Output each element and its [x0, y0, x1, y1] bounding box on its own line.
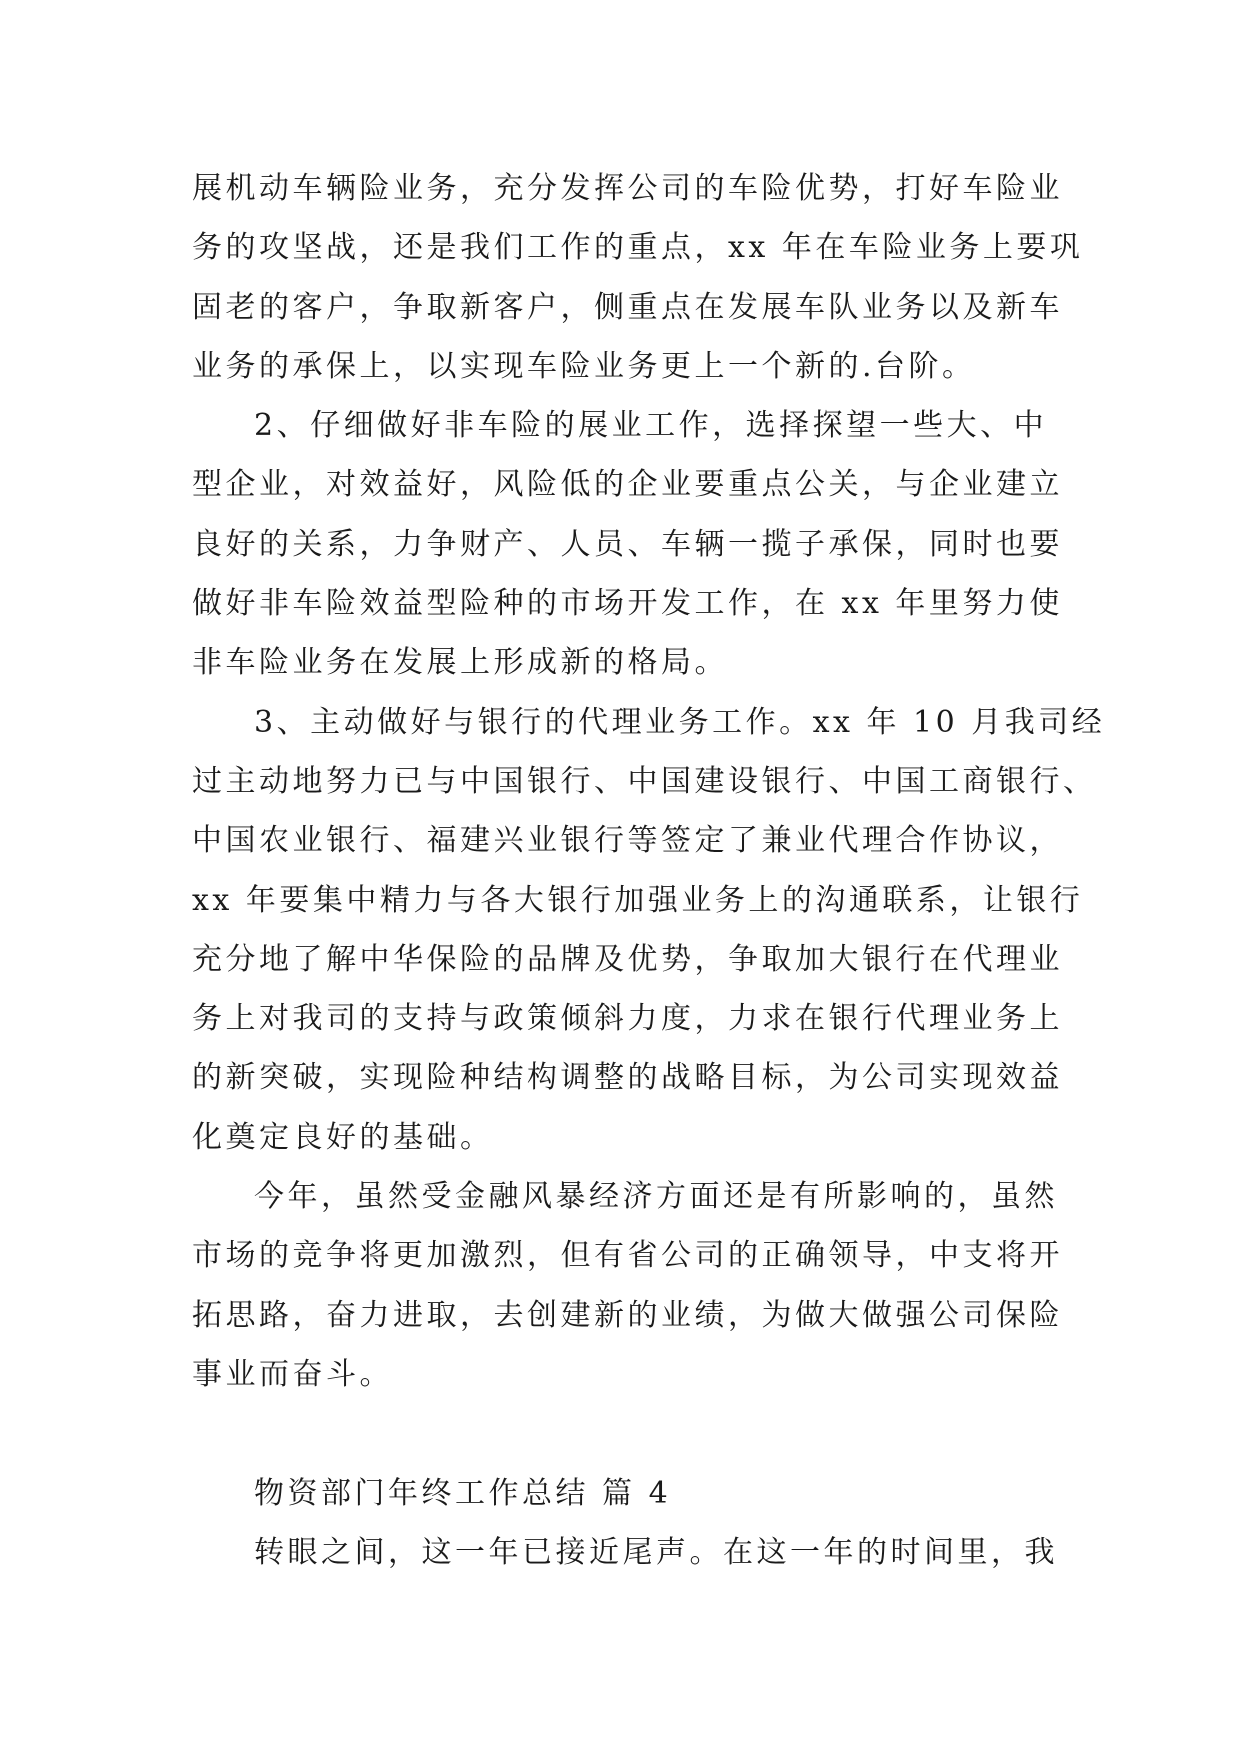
text-line: 市场的竞争将更加激烈，但有省公司的正确领导，中支将开 — [192, 1238, 1063, 1274]
paragraph-item-2 — [192, 396, 1062, 692]
text-line: 良好的关系，力争财产、人员、车辆一揽子承保，同时也要 — [192, 526, 1063, 562]
text-line: 中国农业银行、福建兴业银行等签定了兼业代理合作协议， — [192, 823, 1063, 859]
text-line: 固老的客户，争取新客户，侧重点在发展车队业务以及新车 — [192, 289, 1063, 325]
text-line: 业务的承保上，以实现车险业务更上一个新的.台阶。 — [192, 348, 976, 384]
text-line: 化奠定良好的基础。 — [192, 1119, 494, 1155]
text-line: 的新突破，实现险种结构调整的战略目标，为公司实现效益 — [192, 1060, 1063, 1096]
text-line: 过主动地努力已与中国银行、中国建设银行、中国工商银行、 — [192, 763, 1097, 799]
text-line: 务上对我司的支持与政策倾斜力度，力求在银行代理业务上 — [192, 1001, 1063, 1037]
text-line: 3、主动做好与银行的代理业务工作。xx 年 10 月我司经 — [254, 704, 1106, 740]
text-line: 非车险业务在发展上形成新的格局。 — [192, 645, 728, 681]
paragraph-item-3 — [192, 693, 1106, 1167]
text-line: 转眼之间，这一年已接近尾声。在这一年的时间里，我 — [254, 1534, 1058, 1570]
text-line: xx 年要集中精力与各大银行加强业务上的沟通联系，让银行 — [192, 882, 1084, 918]
text-line: 展机动车辆险业务，充分发挥公司的车险优势，打好车险业 — [192, 171, 1063, 206]
text-line: 型企业，对效益好，风险低的企业要重点公关，与企业建立 — [192, 467, 1063, 503]
text-line: 做好非车险效益型险种的市场开发工作，在 xx 年里努力使 — [192, 586, 1063, 622]
paragraph-conclusion — [192, 1167, 1062, 1404]
section-spacer — [192, 1404, 1062, 1463]
paragraph-section-4-intro — [192, 1523, 1062, 1582]
paragraph-continuation — [192, 159, 1084, 396]
section-title: 物资部门年终工作总结 篇 4 — [254, 1475, 672, 1511]
text-line: 拓思路，奋力进取，去创建新的业绩，为做大做强公司保险 — [192, 1297, 1063, 1333]
text-line: 务的攻坚战，还是我们工作的重点，xx 年在车险业务上要巩 — [192, 230, 1084, 266]
text-line: 事业而奋斗。 — [192, 1356, 393, 1392]
text-line: 今年，虽然受金融风暴经济方面还是有所影响的，虽然 — [254, 1179, 1058, 1215]
text-line: 充分地了解中华保险的品牌及优势，争取加大银行在代理业 — [192, 941, 1063, 977]
text-line: 2、仔细做好非车险的展业工作，选择探望一些大、中 — [254, 408, 1048, 444]
document-body — [192, 159, 1106, 1582]
